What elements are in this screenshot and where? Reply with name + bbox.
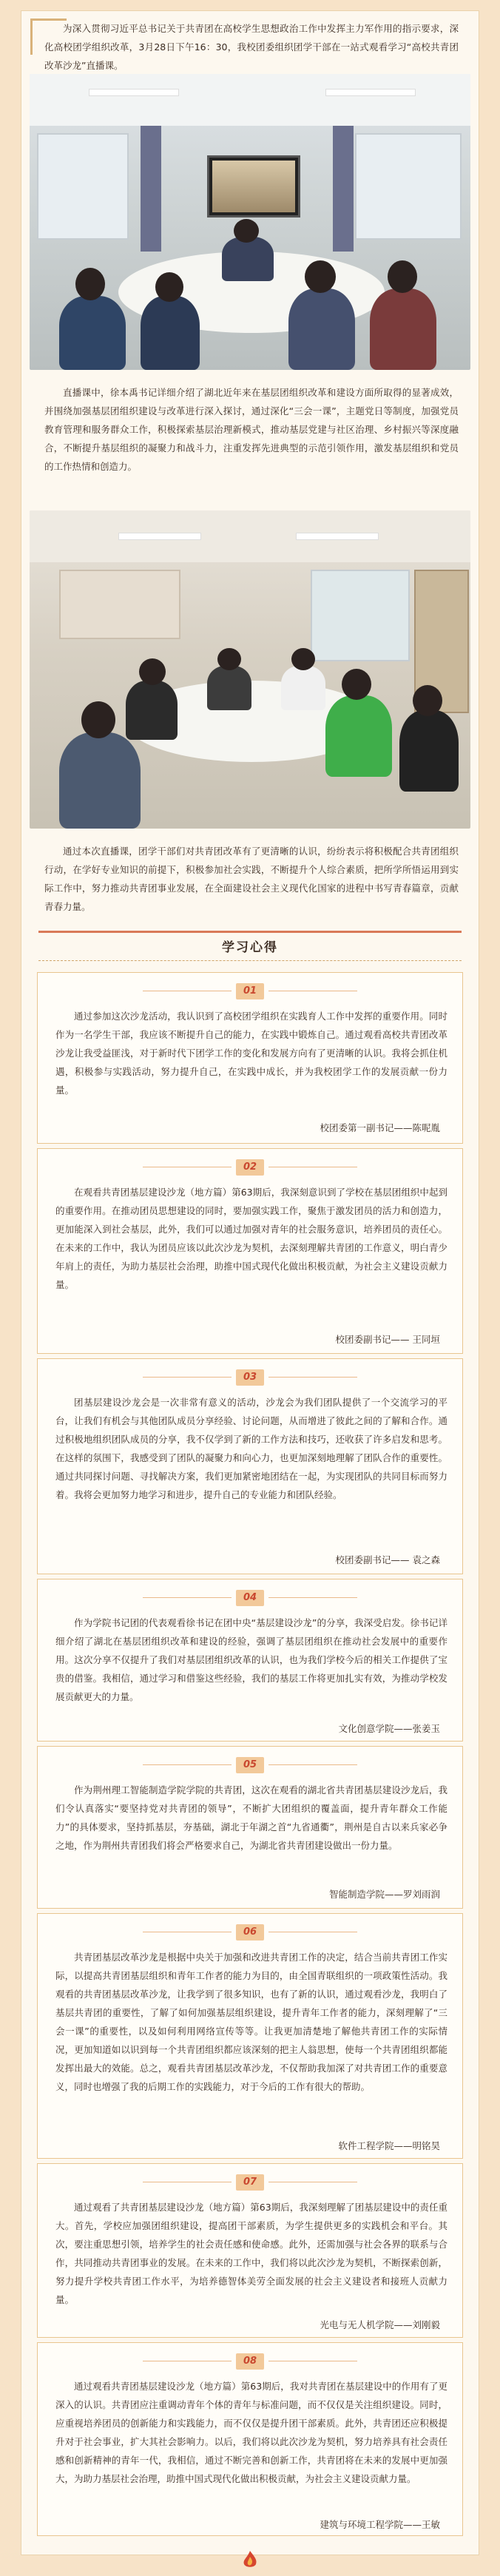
card-text: 在观看共青团基层建设沙龙（地方篇）第63期后，我深刻意识到了学校在基层团组织中起到的重要作用。在推动团员思想建设的同时，要加强实践工作，聚焦于激发团员的活力和创造力，更加能深入到社会基层，此外，我们可以通过加强对青年的社会服务意识，培养团员的责任心。在未来的工作中，我认为团员应该以此次沙龙为契机，去深刻理解共青团的工作意义，明白青少年肩上的责任，为助力基层社会治理，助推中国式现代化做出积极贡献，为社会主义建设贡献力量。 (55, 1187, 447, 1290)
card-text: 共青团基层改革沙龙是根据中央关于加强和改进共青团工作的决定，结合当前共青团工作实际，以提高共青团基层组织和青年工作者的能力为目的，由全国青联组织的一项政策性活动。我观看的共青团基层改革沙龙，让我学到了很多知识，也有了新的认识，通过观看沙龙，我明白了基层共青团的重要性，了解了如何加强基层组织建设，提升青年工作者的能力，深刻理解了“三会一课”的重要性，以及如何利用网络宣传等等。让我更加清楚地了解他共青团工作的实际情况，更加知道如以识到每一个共青团组织都应该深刻的把主人翁思想，使每一个共青团组织都能发挥出最大的效能。总之，观看共青团基层改革沙龙，不仅帮助我加深了对共青团工作的重要意义，同时也增强了我的后期工作的实践能力，对于今后的工作有很大的帮助。 (55, 1952, 447, 2092)
card-number: 01 (236, 983, 264, 999)
footer-flame-icon (235, 2549, 265, 2570)
student (288, 289, 355, 370)
student-head (413, 685, 442, 716)
card-text: 作为荆州理工智能制造学院学院的共青团，这次在观看的湖北省共青团基层建设沙龙后，我们令认真落实“要坚持党对共青团的领导”，不断扩大团组织的覆盖面，提升青年群众工作能力”的具体要求，坚持抓基层，夯基础，湖北于年湖之首“九省通衢”，荆州是自古以来兵家必争之地，作为荆州共青团我们将会严格要求自己，为湖北省共青团建设做出一份力量。 (55, 1784, 447, 1851)
card-text: 通过参加这次沙龙活动，我认识到了高校团学组织在实践育人工作中发挥的重要作用。同时作为一名学生干部，我应该不断提升自己的能力，在实践中锻炼自己。通过观看高校共青团改革沙龙让我受益匪浅，对于新时代下团学工作的变化和发展方向有了更清晰的认识。我将会抓住机遇，积极参与实践活动，努力提升自己，在实践中成长，并为我校团学工作的发展贡献一份力量。 (55, 1011, 447, 1096)
video-screen (207, 155, 300, 218)
card-number: 04 (236, 1590, 264, 1606)
card-text: 通过观看共青团基层建设沙龙（地方篇）第63期后，我对共青团在基层建设中的作用有了更深入的认识。共青团应注重调动青年个体的青年与标准问题，而不仅仅是关注组织建设。同时，应重视培养团员的创新能力和实践能力，而不仅仅是提升团干部素质。此外，共青团还应积极提升对于社会事业，扩大其社会影响力。以后，我们将以此次沙龙为契机，努力培养具有社会责任感和创新精神的青年一代，我相信，通过不断完善和创新工作，共青团将在未来的发展中更加强大，为助力基层社会治理，助推中国式现代化做出积极贡献，为社会主义建设贡献力量。 (55, 2381, 447, 2484)
ceiling-lamp (296, 533, 379, 540)
student (222, 237, 274, 281)
body-paragraph-3: 通过本次直播课，团学干部们对共青团改革有了更清晰的认识，纷纷表示将积极配合共青团组织行动，在学好专业知识的前提下，积极参加社会实践，不断提升个人综合素质，把所学所悟运用到实际工作中，努力推动共青团事业发展，在全面建设社会主义现代化国家的进程中书写青春篇章，贡献青春力量。 (44, 846, 459, 912)
student (325, 695, 392, 777)
body-paragraph-2: 直播课中，徐本禹书记详细介绍了湖北近年来在基层团组织改革和建设方面所取得的显著成效，并围绕加强基层团组织建设与改革进行深入探讨，通过深化“三会一课”，主题党日等制度，加强党员教育管理和服务群众工作，积极探索基层治理新模式，推动基层党建与社区治理、乡村振兴等深度融合，不断提升基层组织的凝聚力和战斗力，注重发挥先进典型的示范引领作用，激发基层组织和党员的工作热情和创造力。 (44, 387, 459, 472)
reflection-card (37, 2163, 463, 2338)
student (126, 681, 178, 740)
student-head (234, 219, 259, 243)
student (59, 732, 141, 829)
card-signature: 校团委第一副书记——陈呢胤 (320, 1122, 440, 1133)
reflection-card (37, 1358, 463, 1574)
window (311, 570, 410, 661)
student (399, 710, 459, 792)
ceiling-lamp (118, 533, 201, 540)
card-signature: 光电与无人机学院——刘刚毅 (320, 2319, 440, 2330)
window (355, 133, 462, 240)
reflection-card (37, 2342, 463, 2536)
window (37, 133, 129, 240)
student-head (155, 272, 183, 302)
card-signature: 建筑与环境工程学院——王敏 (320, 2519, 440, 2530)
card-signature: 校团委副书记—— 王同垣 (335, 1334, 440, 1345)
live-class-photo-1 (30, 74, 470, 370)
ceiling (30, 74, 470, 126)
card-signature: 校团委副书记—— 袁之森 (335, 1554, 440, 1565)
section-title: 学习心得 (222, 940, 278, 955)
card-number: 02 (236, 1159, 264, 1176)
wall-board (59, 570, 180, 639)
student (281, 666, 325, 710)
curtain (141, 126, 161, 252)
card-signature: 智能制造学院——罗刘雨润 (328, 1889, 440, 1900)
live-class-photo-2 (30, 510, 470, 829)
ceiling-lamp (325, 89, 416, 96)
curtain (333, 126, 354, 252)
reflection-card (37, 1148, 463, 1354)
reflection-card (37, 1746, 463, 1909)
card-text: 作为学院书记团的代表观看徐书记在团中央“基层建设沙龙”的分享，我深受启发。徐书记详细介绍了湖北在基层团组织改革和建设的经验，强调了基层团组织在推动社会发展中的重要作用。这次分享不仅提升了我们对基层团组织改革的认识，也为我们学校今后的相关工作提供了宝贵的借鉴。我相信，通过学习和借鉴这些经验，我们的基层工作将更加扎实有效，为推动学校发展贡献更大的力量。 (55, 1617, 447, 1702)
card-text: 团基层建设沙龙会是一次非常有意义的活动，沙龙会为我们团队提供了一个交流学习的平台，让我们有机会与其他团队成员分享经验、讨论问题，从而增进了彼此之间的了解和合作。通过积极地组织团队成员的分享，我不仅学到了新的工作方法和技巧，还收获了许多启发和思考。在这样的氛围下，我感受到了团队的凝聚力和向心力，也更加深刻地理解了团队合作的重要性。通过共同探讨问题、寻找解决方案，我们更加紧密地团结在一起，为实现团队的共同目标而努力着。我将会更加努力地学习和进步，提升自己的专业能力和团队经验。 (55, 1397, 447, 1500)
reflection-card (37, 1913, 463, 2159)
card-text: 通过观看了共青团基层建设沙龙（地方篇）第63期后，我深刻理解了团基层建设中的责任重大。首先，学校应加强团组织建设，提高团干部素质，为学生提供更多的实践机会和平台。其次，要注重思想引领，培养学生的社会责任感和使命感。此外，还需加强与社会各界的联系与合作，共同推动共青团事业的发展。在未来的工作中，我们将以此次沙龙为契机，不断探索创新，努力提升学校共青团工作水平，为培养德智体美劳全面发展的社会主义建设者和接班人贡献力量。 (55, 2202, 447, 2305)
ceiling (30, 510, 470, 562)
card-signature: 文化创意学院——张姜玉 (338, 1723, 440, 1734)
intro-paragraph: 为深入贯彻习近平总书记关于共青团在高校学生思想政治工作中发挥主力军作用的指示要求，深化高校团学组织改革，3月28日下午16：30，我校团委组织团学干部在一站式观看学习“高校共青团改革沙龙”直播课。 (44, 23, 459, 71)
student-head (342, 669, 371, 700)
card-number: 07 (236, 2174, 264, 2191)
student-head (305, 260, 336, 293)
reflection-card (37, 1579, 463, 1742)
card-number: 05 (236, 1757, 264, 1773)
section-divider (38, 931, 462, 933)
student (141, 296, 200, 370)
ceiling-lamp (89, 89, 179, 96)
card-number: 08 (236, 2353, 264, 2370)
student-head (291, 648, 315, 670)
card-signature: 软件工程学院——明铭昊 (338, 2140, 440, 2151)
student-head (75, 268, 105, 300)
student (370, 289, 436, 370)
student (59, 296, 126, 370)
student-head (388, 260, 417, 293)
student (207, 666, 251, 710)
section-rule (38, 960, 462, 962)
card-number: 03 (236, 1369, 264, 1386)
student-head (81, 701, 115, 738)
reflection-card (37, 972, 463, 1144)
student-head (139, 658, 166, 685)
card-number: 06 (236, 1924, 264, 1941)
student-head (217, 648, 241, 670)
